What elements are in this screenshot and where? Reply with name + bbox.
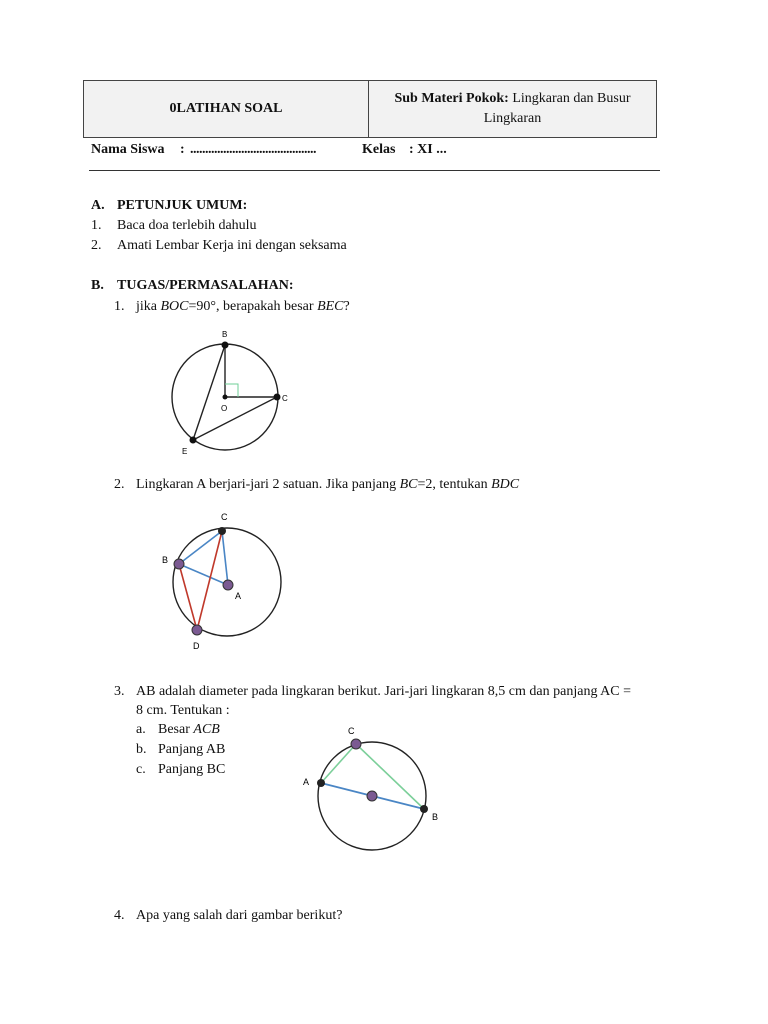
- sub-item-math: ACB: [193, 722, 220, 737]
- figure-3-circle: [295, 720, 445, 860]
- q1-text-a: jika: [136, 299, 157, 314]
- section-a-title: PETUNJUK UMUM:: [117, 198, 248, 213]
- sub-item: Panjang BC: [158, 762, 226, 777]
- sub-item: [158, 722, 220, 738]
- sub-item-mark: b.: [136, 742, 147, 757]
- label-b: B: [162, 555, 169, 565]
- q2-math-bdc: BDC: [491, 477, 520, 492]
- section-b-marker: B.: [91, 278, 104, 293]
- point-c: [274, 394, 281, 401]
- label-b: B: [222, 330, 228, 339]
- sub-topic-value-2: Lingkaran: [483, 111, 542, 126]
- label-o: O: [221, 404, 228, 413]
- question-4-text: Apa yang salah dari gambar berikut?: [136, 908, 343, 923]
- point-a: [317, 779, 325, 787]
- list-item: Baca doa terlebih dahulu: [117, 218, 257, 233]
- label-c: C: [282, 394, 288, 403]
- list-item-num: 1.: [91, 218, 102, 233]
- figure-1-circle: [160, 325, 300, 460]
- right-angle-marker: [225, 384, 238, 397]
- worksheet-title: 0LATIHAN SOAL: [84, 81, 369, 137]
- question-1-text: [136, 299, 350, 315]
- label-c: C: [348, 726, 355, 736]
- question-2-text: [136, 477, 519, 493]
- sub-item-text: Besar: [158, 722, 194, 737]
- section-a-marker: A.: [91, 198, 105, 213]
- section-b-title: TUGAS/PERMASALAHAN:: [117, 278, 294, 293]
- question-3-number: 3.: [114, 684, 125, 699]
- question-3-line-2: 8 cm. Tentukan :: [136, 703, 230, 718]
- student-name-colon: :: [180, 142, 185, 157]
- point-c: [351, 739, 361, 749]
- divider-line: [89, 170, 660, 171]
- question-3-line-1: AB adalah diameter pada lingkaran berikut. Jari-jari lingkaran 8,5 cm dan panjang AC =: [136, 684, 632, 699]
- label-e: E: [182, 447, 188, 456]
- class-value[interactable]: : XI ...: [409, 142, 447, 157]
- sub-topic-cell: [369, 81, 656, 137]
- q1-math-bec: BEC: [317, 299, 344, 314]
- segment-ac: [321, 744, 356, 783]
- q2-text-b: , tentukan: [432, 477, 488, 492]
- question-4-number: 4.: [114, 908, 125, 923]
- label-d: D: [193, 641, 200, 651]
- point-d: [192, 625, 202, 635]
- label-a: A: [235, 591, 242, 601]
- q2-text-a: Lingkaran A berjari-jari 2 satuan. Jika panjang: [136, 477, 397, 492]
- student-name-label: Nama Siswa: [91, 142, 165, 157]
- list-item-num: 2.: [91, 238, 102, 253]
- sub-item-mark: c.: [136, 762, 146, 777]
- point-a: [223, 580, 233, 590]
- list-item: Amati Lembar Kerja ini dengan seksama: [117, 238, 347, 253]
- segment-cb: [356, 744, 424, 809]
- q2-math-bc: BC: [399, 477, 418, 492]
- figure-2-circle: [150, 505, 290, 655]
- question-2-number: 2.: [114, 477, 125, 492]
- sub-topic-value-1: Lingkaran dan Busur: [512, 91, 631, 106]
- point-o: [223, 395, 228, 400]
- question-1-number: 1.: [114, 299, 125, 314]
- label-b: B: [432, 812, 439, 822]
- segment-ba: [179, 564, 228, 585]
- point-center: [367, 791, 377, 801]
- q1-math-value: =90°: [188, 299, 216, 314]
- class-label: Kelas: [362, 142, 396, 157]
- point-b: [174, 559, 184, 569]
- sub-item-mark: a.: [136, 722, 146, 737]
- sub-topic-label: Sub Materi Pokok:: [394, 91, 509, 106]
- header-box: [83, 80, 657, 138]
- label-a: A: [303, 777, 310, 787]
- sub-item: Panjang AB: [158, 742, 226, 757]
- point-e: [190, 437, 197, 444]
- point-b: [222, 342, 229, 349]
- q2-math-value: =2: [417, 477, 433, 492]
- q1-text-c: ?: [343, 299, 350, 314]
- q1-text-b: , berapakah besar: [216, 299, 314, 314]
- student-name-field[interactable]: ..........................................: [190, 142, 316, 157]
- segment-ca: [222, 531, 228, 585]
- q1-math-boc: BOC: [160, 299, 189, 314]
- label-c: C: [221, 512, 228, 522]
- point-b: [420, 805, 428, 813]
- point-c: [218, 527, 226, 535]
- sub-topic-line1: [394, 89, 630, 109]
